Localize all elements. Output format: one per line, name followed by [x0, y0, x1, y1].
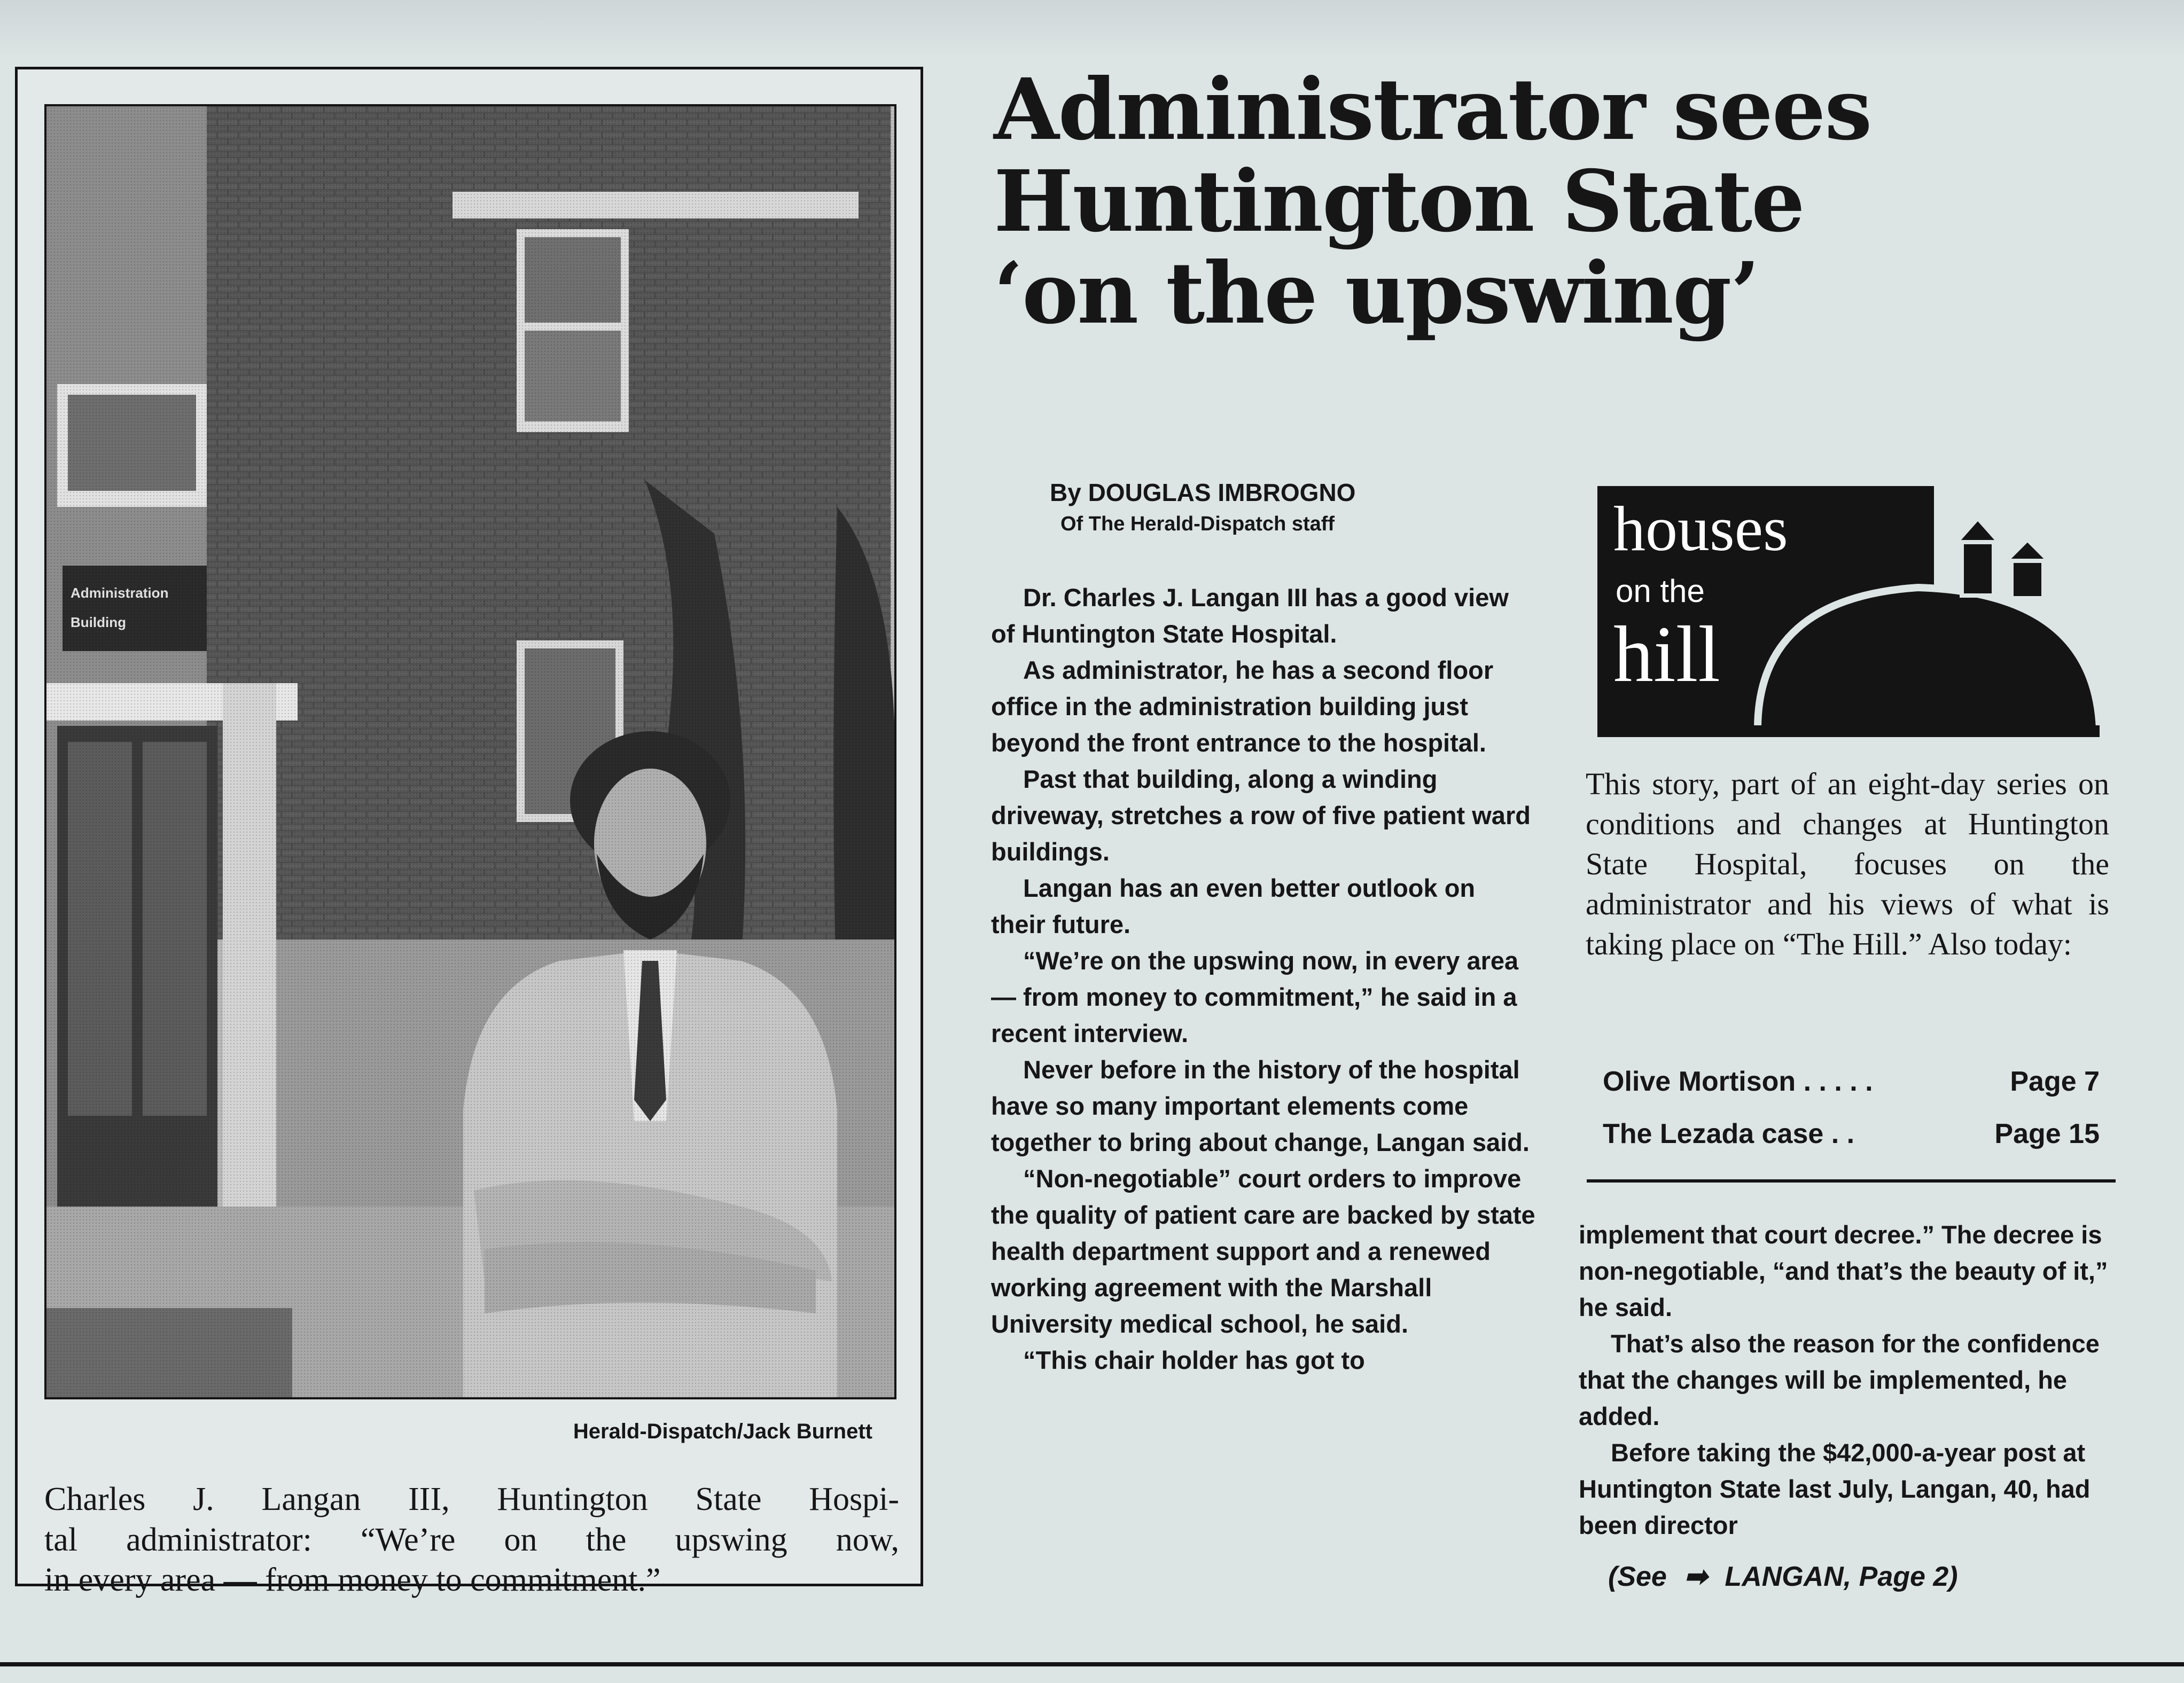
page-bottom-rule: [0, 1662, 2184, 1666]
byline-staff: Of The Herald-Dispatch staff: [1060, 513, 1335, 535]
related-story: [1603, 1118, 2100, 1150]
logo-word-hill: hill: [1613, 610, 1721, 699]
paragraph: Never before in the history of the hospital have so many important elements come together to bring about change, Langan said.: [991, 1055, 1530, 1156]
logo-word-houses: houses: [1613, 493, 1788, 564]
paragraph: Dr. Charles J. Langan III has a good view of Huntington State Hospital.: [991, 583, 1509, 648]
related-story: [1603, 1066, 2100, 1098]
article-column-1: [991, 580, 1536, 1379]
related-story-title: Olive Mortison . . . . .: [1603, 1066, 1873, 1097]
photo-box: [15, 67, 923, 1599]
jump-open: (See: [1608, 1561, 1667, 1592]
houses-on-the-hill-logo: [1597, 486, 2100, 737]
jump-target: LANGAN, Page 2): [1725, 1561, 1958, 1592]
logo-word-on-the: on the: [1616, 573, 1705, 609]
paragraph: Langan has an even better outlook on their future.: [991, 874, 1476, 938]
paragraph: That’s also the reason for the confidence that the changes will be implemented, he added.: [1579, 1329, 2100, 1430]
paragraph: Before taking the $42,000-a-year post at Huntington State last July, Langan, 40, had been director: [1579, 1438, 2091, 1539]
paragraph: “Non-negotiable” court orders to improve the quality of patient care are backed by state health department support and a renewed working agreement with the Marshall University medical school, he said.: [991, 1164, 1535, 1338]
related-story-title: The Lezada case . .: [1603, 1118, 1855, 1149]
article-column-2: [1579, 1217, 2118, 1544]
related-story-page: Page 15: [1994, 1118, 2100, 1149]
photo-credit: Herald-Dispatch/Jack Burnett: [573, 1420, 872, 1443]
headline-line: Huntington State: [994, 152, 1804, 252]
paragraph: “We’re on the upswing now, in every area — from money to commitment,” he said in a recent interview.: [991, 946, 1519, 1047]
caption-line: Charles J. Langan III, Huntington State Hospi-: [44, 1481, 899, 1517]
photo-illustration: [46, 106, 894, 1397]
arrow-right-icon: ➡: [1684, 1561, 1707, 1592]
headline: [994, 60, 2142, 343]
section-divider: [1587, 1179, 2116, 1183]
paragraph: “This chair holder has got to: [1023, 1346, 1365, 1374]
clipped-previous-article-strip: [0, 0, 2184, 59]
continuation-jump: [1608, 1561, 1958, 1593]
paragraph: Past that building, along a winding driveway, stretches a row of five patient ward buildings.: [991, 765, 1531, 866]
related-story-page: Page 7: [2010, 1066, 2100, 1097]
photo-caption: [44, 1480, 899, 1601]
series-intro: This story, part of an eight-day series on conditions and changes at Huntington State Hospital, focuses on the administrator and his views of what is taking place on “The Hill.” Also today:: [1586, 766, 2109, 961]
byline-author: By DOUGLAS IMBROGNO: [1050, 479, 1356, 506]
headline-line: ‘on the upswing’: [994, 244, 1759, 343]
administrator-photo: [44, 104, 896, 1399]
caption-line: in every area — from money to commitment.”: [44, 1562, 661, 1599]
paragraph: implement that court decree.” The decree is non-negotiable, “and that’s the beauty of it,” he said.: [1579, 1220, 2108, 1321]
paragraph: As administrator, he has a second floor office in the administration building just beyond the front entrance to the hospital.: [991, 656, 1494, 757]
headline-line: Administrator sees: [994, 60, 1871, 159]
caption-line: tal administrator: “We’re on the upswing now,: [44, 1521, 899, 1558]
